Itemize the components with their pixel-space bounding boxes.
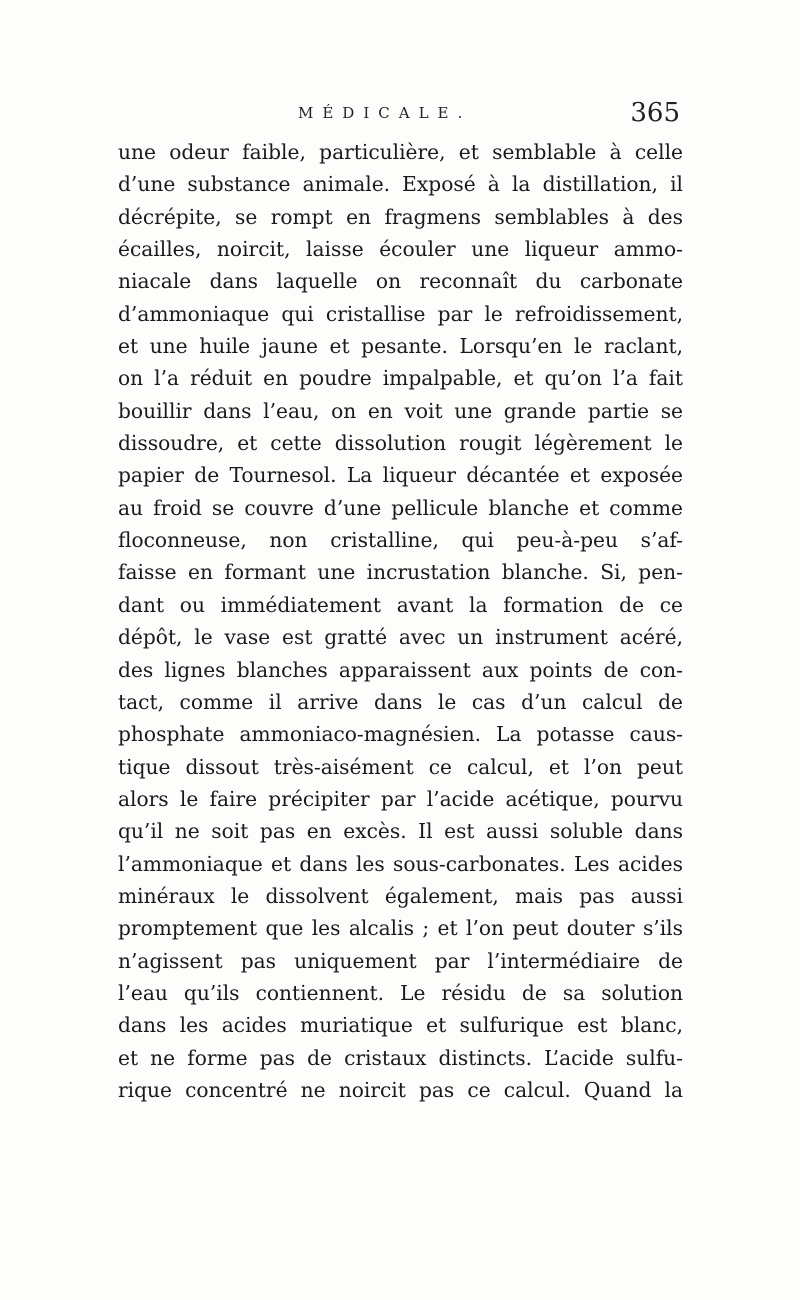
text-line: dépôt, le vase est gratté avec un instrument acéré, bbox=[118, 625, 683, 650]
text-line: tact, comme il arrive dans le cas d’un calcul de bbox=[118, 689, 683, 714]
text-line: d’ammoniaque qui cristallise par le refroidissement, bbox=[118, 301, 683, 326]
text-line: n’agissent pas uniquement par l’intermédiaire de bbox=[118, 948, 683, 973]
text-line: rique concentré ne noircit pas ce calcul. Quand la bbox=[118, 1077, 683, 1102]
page-number: 365 bbox=[630, 98, 680, 128]
text-line: et ne forme pas de cristaux distincts. L’acide sulfu- bbox=[118, 1045, 683, 1070]
text-line: niacale dans laquelle on reconnaît du carbonate bbox=[118, 269, 683, 294]
text-line: tique dissout très-aisément ce calcul, et l’on peut bbox=[118, 754, 683, 779]
text-line: alors le faire précipiter par l’acide acétique, pourvu bbox=[118, 786, 683, 811]
text-line: dans les acides muriatique et sulfurique est blanc, bbox=[118, 1013, 683, 1038]
text-line: au froid se couvre d’une pellicule blanche et comme bbox=[118, 495, 683, 520]
page-header bbox=[118, 98, 680, 136]
text-line: papier de Tournesol. La liqueur décantée et exposée bbox=[118, 463, 683, 488]
text-line: l’eau qu’ils contiennent. Le résidu de sa solution bbox=[118, 980, 683, 1005]
text-line: l’ammoniaque et dans les sous-carbonates. Les acides bbox=[118, 851, 683, 876]
text-line: on l’a réduit en poudre impalpable, et qu’on l’a fait bbox=[118, 366, 683, 391]
body-text bbox=[118, 136, 683, 1106]
text-line: faisse en formant une incrustation blanche. Si, pen- bbox=[118, 560, 683, 585]
text-line: bouillir dans l’eau, on en voit une grande partie se bbox=[118, 398, 683, 423]
text-line: des lignes blanches apparaissent aux points de con- bbox=[118, 657, 683, 682]
text-line: d’une substance animale. Exposé à la distillation, il bbox=[118, 172, 683, 197]
text-line: minéraux le dissolvent également, mais pas aussi bbox=[118, 883, 683, 908]
text-line: qu’il ne soit pas en excès. Il est aussi soluble dans bbox=[118, 819, 683, 844]
text-line: écailles, noircit, laisse écouler une liqueur ammo- bbox=[118, 237, 683, 262]
text-line: dant ou immédiatement avant la formation de ce bbox=[118, 592, 683, 617]
text-line: promptement que les alcalis ; et l’on peut douter s’ils bbox=[118, 916, 683, 941]
running-head: MÉDICALE. bbox=[298, 104, 472, 122]
text-line: phosphate ammoniaco-magnésien. La potasse caus- bbox=[118, 722, 683, 747]
text-line: floconneuse, non cristalline, qui peu-à-peu s’af- bbox=[118, 528, 683, 553]
text-line: dissoudre, et cette dissolution rougit légèrement le bbox=[118, 431, 683, 456]
text-line: décrépite, se rompt en fragmens semblables à des bbox=[118, 204, 683, 229]
text-line: une odeur faible, particulière, et semblable à celle bbox=[118, 140, 683, 164]
text-line: et une huile jaune et pesante. Lorsqu’en le raclant, bbox=[118, 334, 683, 359]
